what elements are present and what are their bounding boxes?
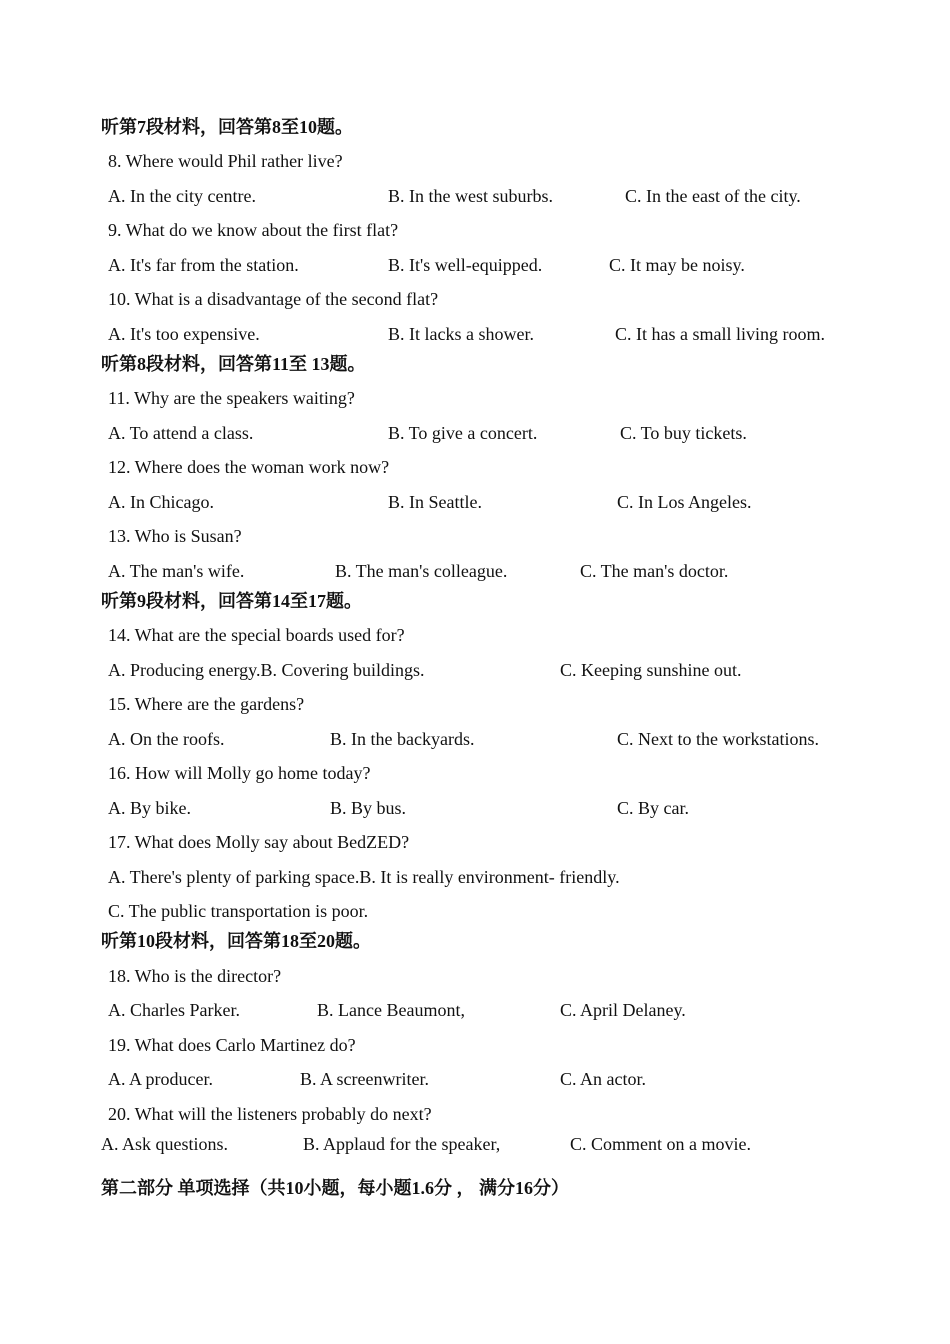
option-b: B. In Seattle. <box>388 492 482 512</box>
option-b: B. Lance Beaumont, <box>317 1000 465 1020</box>
section-heading-text: 听第9段材料，回答第14至17题。 <box>101 591 362 611</box>
option-a: A. In the city centre. <box>108 186 256 206</box>
section-heading-text: 听第7段材料，回答第8至10题。 <box>101 117 353 137</box>
options-row <box>0 323 950 353</box>
question-text: 18. Who is the director? <box>108 966 282 986</box>
question <box>0 456 950 486</box>
option-a: A. The man's wife. <box>108 561 245 581</box>
options-row <box>0 1133 950 1163</box>
question-text: 12. Where does the woman work now? <box>108 457 390 477</box>
question-text: 15. Where are the gardens? <box>108 694 305 714</box>
section-heading <box>0 116 950 146</box>
option-b: B. In the backyards. <box>330 729 475 749</box>
option-c: C. An actor. <box>560 1069 646 1089</box>
option-c: C. The public transportation is poor. <box>108 901 369 921</box>
option-c: C. By car. <box>617 798 689 818</box>
question <box>0 387 950 417</box>
option-c: C. In the east of the city. <box>625 186 801 206</box>
question-text: 8. Where would Phil rather live? <box>108 151 343 171</box>
question-text: 20. What will the listeners probably do next? <box>108 1104 432 1124</box>
option-a: A. In Chicago. <box>108 492 214 512</box>
options-row <box>0 659 950 689</box>
option-c: C. Next to the workstations. <box>617 729 819 749</box>
options-row <box>0 1068 950 1098</box>
options-row <box>0 999 950 1029</box>
section-heading <box>0 590 950 620</box>
question-text: 14. What are the special boards used for? <box>108 625 405 645</box>
option-c: C. In Los Angeles. <box>617 492 752 512</box>
question-text: 16. How will Molly go home today? <box>108 763 371 783</box>
option-c: C. April Delaney. <box>560 1000 686 1020</box>
part-heading-text: 第二部分 单项选择（共10小题，每小题1.6分 ， 满分16分） <box>101 1178 569 1198</box>
options-row <box>0 560 950 590</box>
option-a: A. Charles Parker. <box>108 1000 240 1020</box>
question-text: 10. What is a disadvantage of the second flat? <box>108 289 439 309</box>
options-row <box>0 422 950 452</box>
question <box>0 150 950 180</box>
question-text: 17. What does Molly say about BedZED? <box>108 832 410 852</box>
option-a-b: A. Producing energy.B. Covering buildings. <box>108 660 425 680</box>
question <box>0 288 950 318</box>
option-b: B. It's well-equipped. <box>388 255 543 275</box>
option-a: A. It's far from the station. <box>108 255 299 275</box>
options-row <box>0 866 950 896</box>
question <box>0 525 950 555</box>
option-c: C. It may be noisy. <box>609 255 745 275</box>
question <box>0 219 950 249</box>
question-text: 19. What does Carlo Martinez do? <box>108 1035 356 1055</box>
question <box>0 624 950 654</box>
option-b: B. In the west suburbs. <box>388 186 553 206</box>
option-a: A. To attend a class. <box>108 423 254 443</box>
options-row <box>0 797 950 827</box>
question-text: 13. Who is Susan? <box>108 526 242 546</box>
question <box>0 831 950 861</box>
option-c: C. Keeping sunshine out. <box>560 660 742 680</box>
question <box>0 965 950 995</box>
option-b: B. It lacks a shower. <box>388 324 534 344</box>
part-heading <box>0 1177 950 1207</box>
option-b: B. By bus. <box>330 798 407 818</box>
question-text: 11. Why are the speakers waiting? <box>108 388 355 408</box>
option-a: A. It's too expensive. <box>108 324 260 344</box>
option-c: C. To buy tickets. <box>620 423 747 443</box>
option-a: A. By bike. <box>108 798 191 818</box>
section-heading <box>0 353 950 383</box>
section-heading <box>0 930 950 960</box>
question <box>0 693 950 723</box>
option-b: B. Applaud for the speaker, <box>303 1134 501 1154</box>
section-heading-text: 听第10段材料，回答第18至20题。 <box>101 931 371 951</box>
options-row <box>0 728 950 758</box>
options-row <box>0 254 950 284</box>
options-row <box>0 491 950 521</box>
option-a: A. Ask questions. <box>101 1134 229 1154</box>
option-a-b: A. There's plenty of parking space.B. It is really environment- friendly. <box>108 867 620 887</box>
option-a: A. A producer. <box>108 1069 213 1089</box>
option-b: B. To give a concert. <box>388 423 538 443</box>
option-b: B. The man's colleague. <box>335 561 508 581</box>
question <box>0 1103 950 1133</box>
option-c: C. The man's doctor. <box>580 561 729 581</box>
options-row <box>0 900 950 930</box>
options-row <box>0 185 950 215</box>
question <box>0 762 950 792</box>
option-a: A. On the roofs. <box>108 729 225 749</box>
option-b: B. A screenwriter. <box>300 1069 429 1089</box>
section-heading-text: 听第8段材料，回答第11至 13题。 <box>101 354 366 374</box>
question <box>0 1034 950 1064</box>
option-c: C. Comment on a movie. <box>570 1134 751 1154</box>
question-text: 9. What do we know about the first flat? <box>108 220 399 240</box>
option-c: C. It has a small living room. <box>615 324 825 344</box>
